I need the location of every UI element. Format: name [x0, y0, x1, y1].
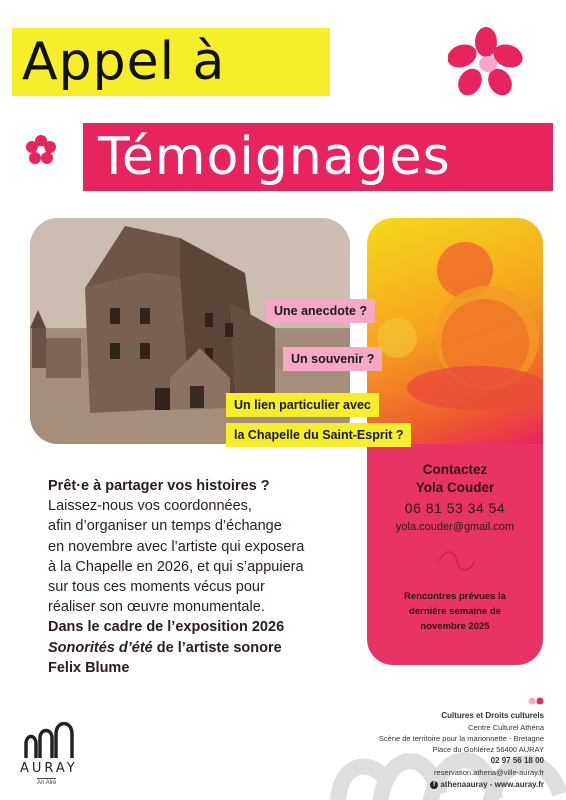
title-line2-block	[83, 123, 553, 191]
org-desc: Scène de territoire pour la marionnette - Bretagne	[378, 734, 544, 743]
contact-phone[interactable]: 06 81 53 34 54	[404, 500, 506, 516]
body-line: en novembre avec l’artiste qui exposera	[48, 538, 305, 555]
body-line: réaliser son œuvre monumentale.	[48, 599, 265, 616]
logo-name: AURAY	[20, 761, 78, 776]
org-name: Centre Culturel Athéna	[468, 723, 544, 732]
sound-artwork-photo	[367, 218, 543, 444]
title-line2: Témoignages	[98, 127, 451, 187]
meetings-info	[367, 589, 543, 634]
facebook-icon: f	[430, 781, 438, 789]
org-address: Place du Gohlérez 56400 AURAY	[432, 745, 544, 754]
meetings-line: Rencontres prévues la	[404, 591, 506, 602]
contact-heading-line2: Yola Couder	[415, 480, 495, 495]
auray-logo-icon	[22, 722, 84, 760]
decorative-swirl-icon	[435, 545, 479, 579]
dots-icon	[527, 696, 545, 706]
logo-tagline: An Alre	[37, 780, 57, 786]
body-line: afin d’organiser un temps d’échange	[48, 518, 282, 535]
body-line: sur tous ces moments vécus pour	[48, 579, 265, 596]
tag-souvenir: Un souvenir ?	[283, 347, 382, 371]
artist-name: Felix Blume	[48, 659, 130, 676]
pink-flower-large-icon	[448, 26, 524, 98]
org-phone[interactable]: 02 97 56 18 00	[490, 756, 544, 765]
body-line: Laissez-nous vos coordonnées,	[48, 498, 252, 515]
tag-anecdote: Une anecdote ?	[266, 299, 375, 323]
meetings-line: dernière semaine de	[409, 606, 501, 617]
pink-flower-small-icon	[25, 134, 57, 166]
org-title: Cultures et Droits culturels	[441, 711, 544, 720]
contact-email[interactable]: yola.couder@gmail.com	[395, 521, 515, 533]
body-line: à la Chapelle en 2026, et qui s’appuiera	[48, 558, 304, 575]
tag-lien-line2: la Chapelle du Saint-Esprit ?	[226, 423, 411, 447]
tag-lien-line1: Un lien particulier avec	[226, 393, 379, 417]
contact-heading	[367, 461, 543, 497]
work-line	[48, 638, 368, 658]
meetings-line: novembre 2025	[420, 621, 490, 632]
artist-line: de l’artiste sonore	[152, 639, 282, 656]
title-line1-block	[12, 28, 330, 96]
social-text: athenaauray - www.auray.fr	[440, 780, 544, 789]
title-line1: Appel à	[22, 32, 226, 92]
org-social[interactable]	[430, 780, 544, 789]
expo-line: Dans le cadre de l’exposition 2026	[48, 619, 285, 636]
contact-heading-line1: Contactez	[422, 462, 488, 477]
body-heading: Prêt·e à partager vos histoires ?	[48, 478, 270, 494]
work-title: Sonorités d’été	[48, 639, 153, 656]
org-email[interactable]: reservation.athena@ville-auray.fr	[433, 768, 544, 777]
body-text	[48, 476, 368, 678]
